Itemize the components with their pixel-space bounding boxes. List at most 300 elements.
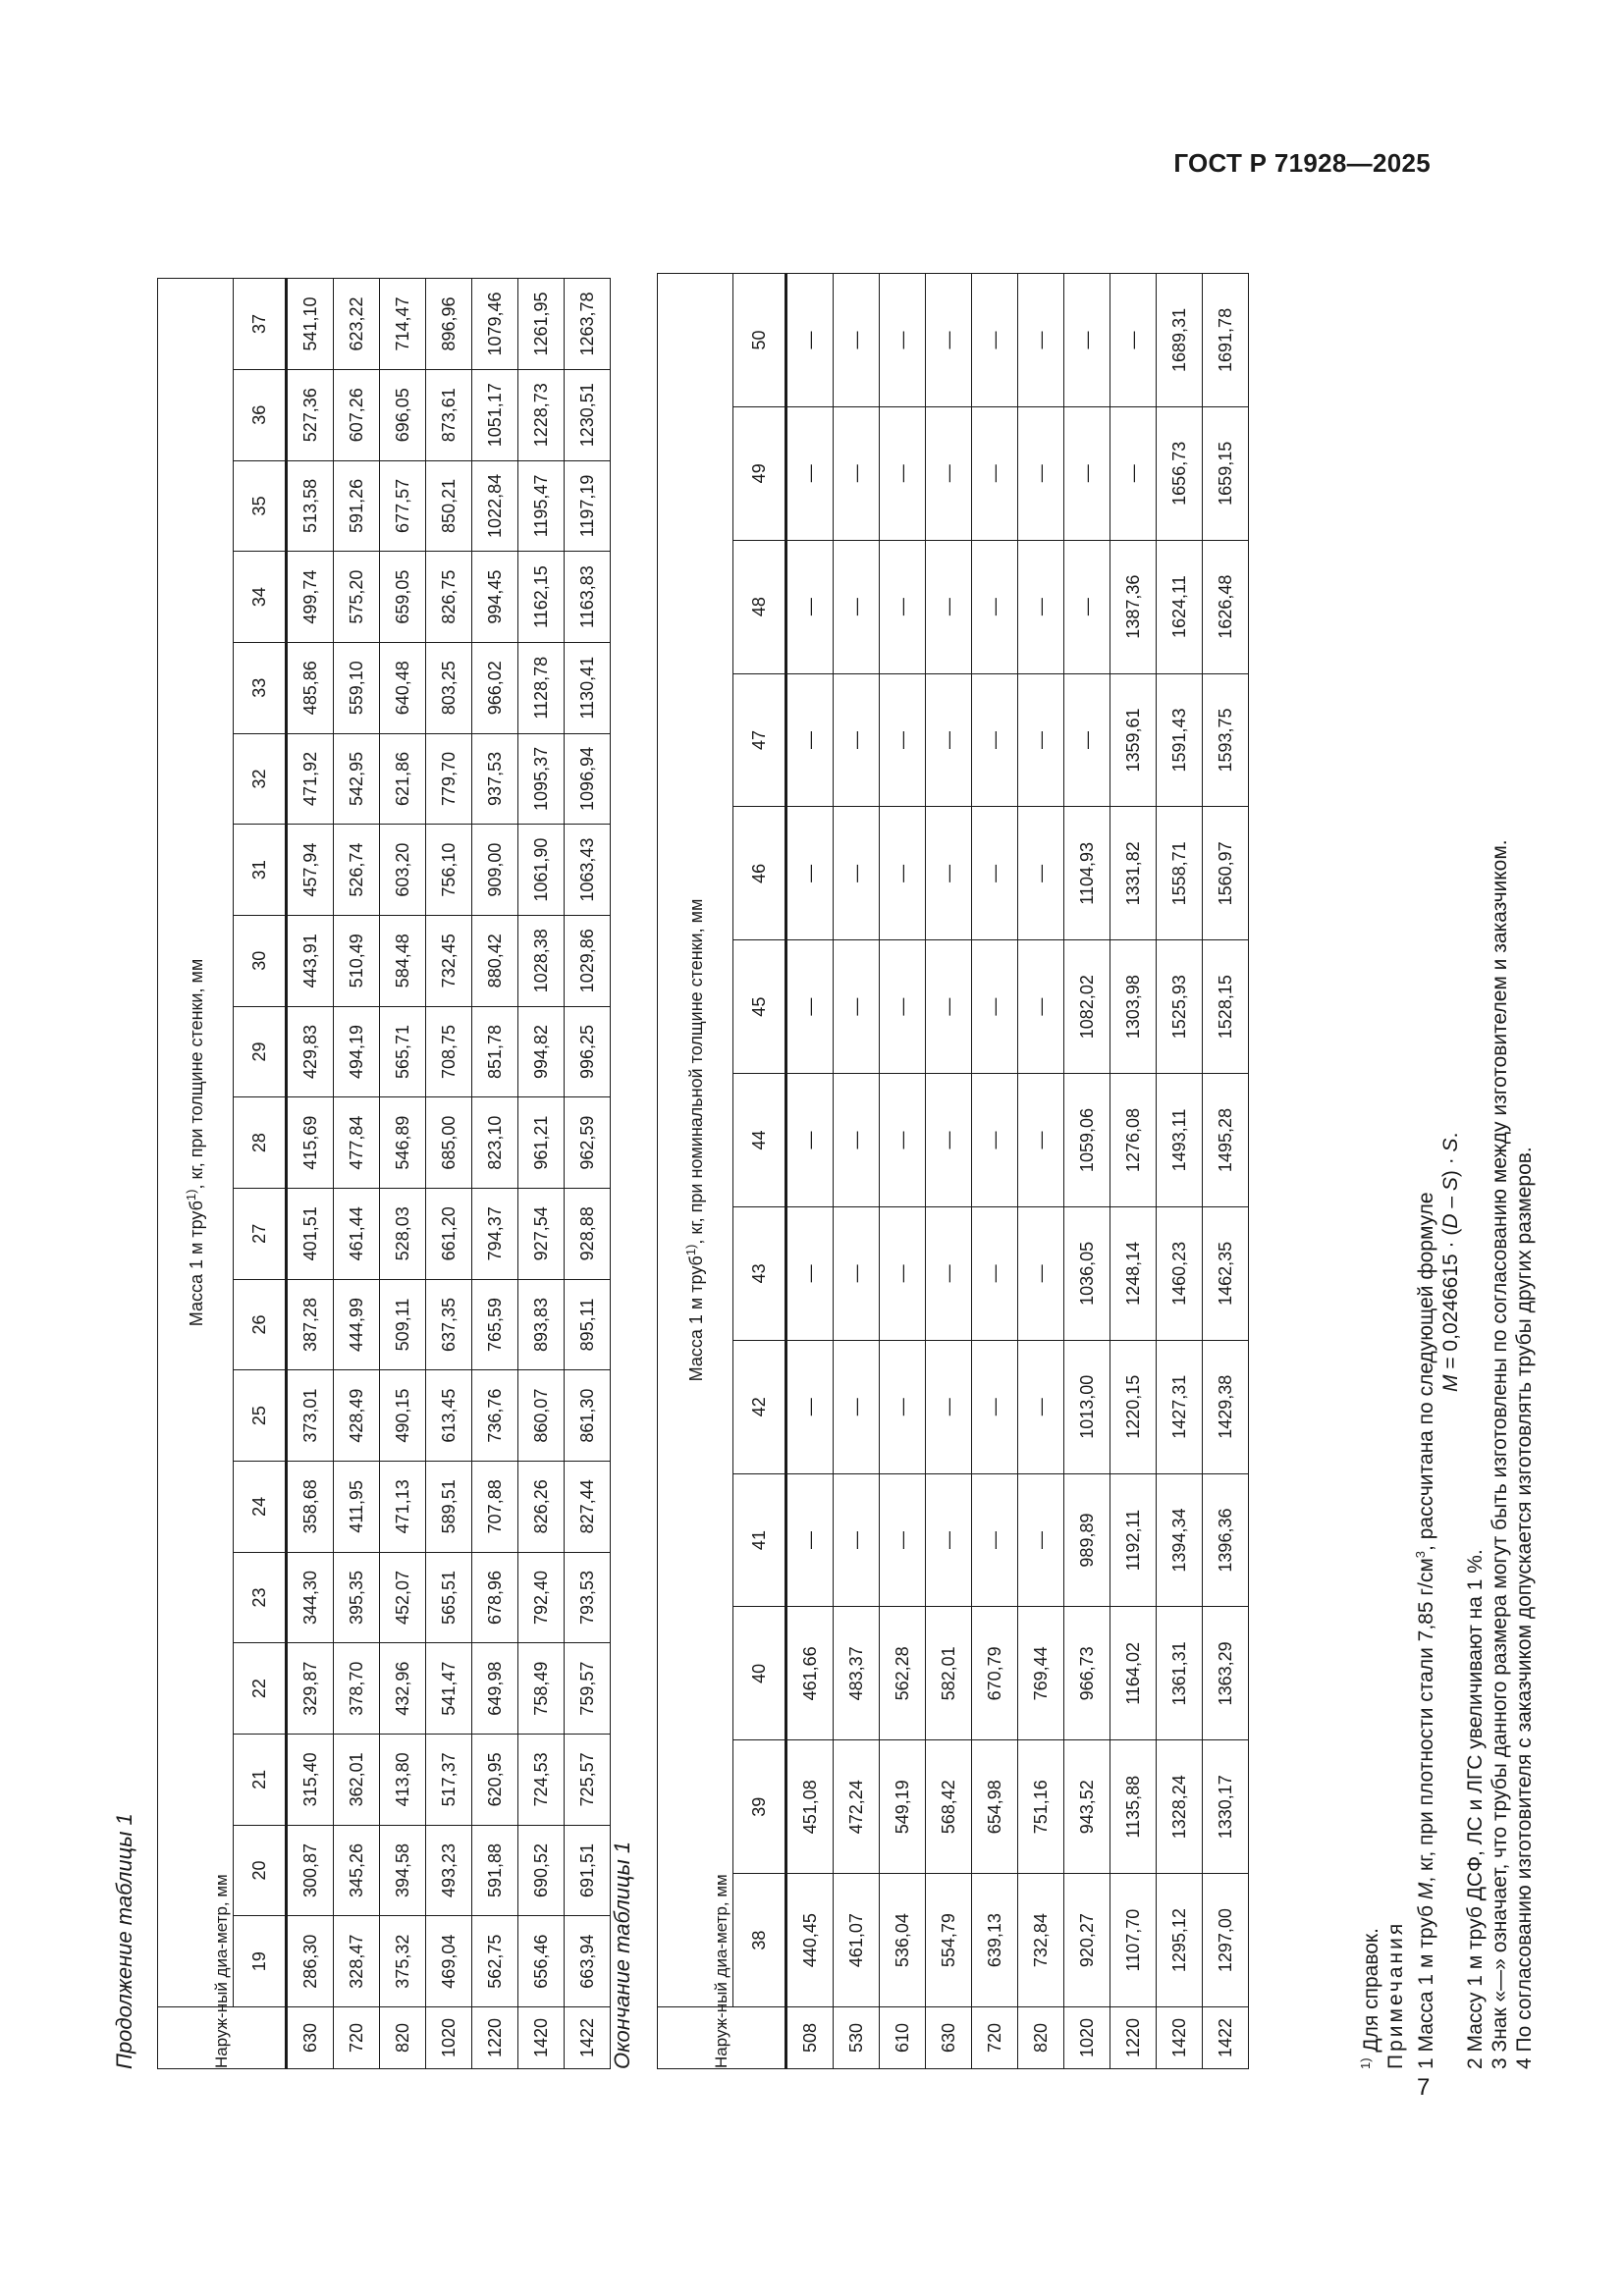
mass-cell: — [926,406,972,540]
mass-cell: — [834,807,880,940]
mass-cell: 937,53 [472,733,518,825]
thickness-header: 20 [234,1825,287,1916]
mass-cell: 461,66 [786,1607,834,1740]
thickness-header: 30 [234,915,287,1006]
mass-cell: 328,47 [334,1916,380,2007]
thickness-header: 26 [234,1279,287,1370]
mass-cell: 411,95 [334,1461,380,1552]
mass-cell: 329,87 [287,1643,334,1735]
diameter-cell: 1220 [472,2007,518,2069]
mass-cell: — [972,406,1018,540]
mass-cell: 759,57 [565,1643,611,1735]
mass-cell: — [1018,1473,1064,1607]
mass-cell: 1394,34 [1157,1473,1203,1607]
mass-cell: 513,58 [287,460,334,552]
mass-cell: — [1110,406,1157,540]
mass-cell: 1128,78 [518,642,565,733]
mass-cell: 640,48 [380,642,426,733]
mass-cell: 994,82 [518,1006,565,1097]
mass-cell: 1297,00 [1203,1874,1249,2007]
mass-cell: — [880,1340,926,1473]
mass-cell: 565,51 [426,1552,472,1643]
mass-cell: 732,84 [1018,1874,1064,2007]
mass-cell: 1276,08 [1110,1074,1157,1207]
mass-cell: 1429,38 [1203,1340,1249,1473]
thickness-header: 23 [234,1552,287,1643]
table-row [565,279,611,2069]
mass-cell: — [834,274,880,407]
mass-cell: — [834,1074,880,1207]
table-row [1018,274,1064,2069]
mass-cell: 457,94 [287,825,334,916]
mass-cell: 751,16 [1018,1740,1064,1874]
mass-cell: 568,42 [926,1740,972,1874]
mass-cell: 517,37 [426,1734,472,1825]
thickness-header: 50 [733,274,786,407]
thickness-header: 38 [733,1874,786,2007]
mass-cell: 893,83 [518,1279,565,1370]
mass-cell: 562,75 [472,1916,518,2007]
mass-cell: 1036,05 [1064,1206,1110,1340]
mass-cell: 499,74 [287,552,334,643]
diameter-cell: 1422 [565,2007,611,2069]
mass-cell: 994,45 [472,552,518,643]
mass-cell: — [926,274,972,407]
mass-cell: 826,75 [426,552,472,643]
notes-title: Примечания [1384,1920,1407,2069]
mass-cell: 1195,47 [518,460,565,552]
mass-cell: 620,95 [472,1734,518,1825]
mass-cell: — [880,540,926,673]
mass-cell: 1230,51 [565,369,611,460]
mass-cell: 1013,00 [1064,1340,1110,1473]
thickness-header: 35 [234,460,287,552]
mass-cell: 565,71 [380,1006,426,1097]
mass-cell: — [880,1473,926,1607]
mass-cell: 428,49 [334,1370,380,1462]
mass-cell: 1063,43 [565,825,611,916]
mass-cell: — [926,1473,972,1607]
mass-cell: — [834,673,880,807]
diameter-cell: 820 [380,2007,426,2069]
thickness-span-header: Масса 1 м труб$^{1)}$, кг, при толщине стенки, мм [158,279,234,2007]
mass-cell: 542,95 [334,733,380,825]
mass-cell: 591,88 [472,1825,518,1916]
mass-cell: 927,54 [518,1188,565,1279]
mass-cell: 714,47 [380,279,426,370]
mass-cell: — [926,1340,972,1473]
mass-cell: 300,87 [287,1825,334,1916]
table-row [1203,274,1249,2069]
mass-cell: 443,91 [287,915,334,1006]
mass-cell: 803,25 [426,642,472,733]
mass-cell: 1656,73 [1157,406,1203,540]
mass-cell: — [1064,274,1110,407]
mass-cell: 1462,35 [1203,1206,1249,1340]
mass-cell: — [880,406,926,540]
mass-cell: 685,00 [426,1097,472,1189]
mass-cell: 962,59 [565,1097,611,1189]
mass-cell: 395,35 [334,1552,380,1643]
footnote: $^{1)}$ Для справок. [1358,1928,1382,2069]
mass-cell: — [972,1074,1018,1207]
mass-cell: 1162,15 [518,552,565,643]
thickness-header: 40 [733,1607,786,1740]
mass-cell: 792,40 [518,1552,565,1643]
table-row [518,279,565,2069]
mass-cell: 765,59 [472,1279,518,1370]
mass-cell: — [880,1206,926,1340]
mass-cell: 779,70 [426,733,472,825]
mass-cell: 452,07 [380,1552,426,1643]
diameter-cell: 530 [834,2007,880,2069]
mass-cell: 639,13 [972,1874,1018,2007]
thickness-header: 25 [234,1370,287,1462]
mass-cell: 707,88 [472,1461,518,1552]
table-row [380,279,426,2069]
mass-cell: — [926,1074,972,1207]
mass-cell: 690,52 [518,1825,565,1916]
mass-cell: — [834,1340,880,1473]
mass-cell: 1079,46 [472,279,518,370]
mass-cell: 656,46 [518,1916,565,2007]
mass-cell: — [834,1206,880,1340]
mass-cell: 1593,75 [1203,673,1249,807]
mass-cell: 1107,70 [1110,1874,1157,2007]
mass-cell: 345,26 [334,1825,380,1916]
table1-caption: Продолжение таблицы 1 [112,1813,136,2069]
mass-cell: 591,26 [334,460,380,552]
thickness-header: 31 [234,825,287,916]
mass-cell: 440,45 [786,1874,834,2007]
mass-cell: — [926,540,972,673]
thickness-header: 22 [234,1643,287,1735]
mass-cell: 861,30 [565,1370,611,1462]
mass-cell: 1029,86 [565,915,611,1006]
mass-cell: — [786,1206,834,1340]
thickness-header: 48 [733,540,786,673]
mass-cell: 961,21 [518,1097,565,1189]
mass-cell: 483,37 [834,1607,880,1740]
mass-cell: 471,92 [287,733,334,825]
mass-cell: 769,44 [1018,1607,1064,1740]
mass-cell: 582,01 [926,1607,972,1740]
mass-cell: 860,07 [518,1370,565,1462]
thickness-header: 32 [234,733,287,825]
mass-cell: 562,28 [880,1607,926,1740]
table-row [1110,274,1157,2069]
note-2: 2 Массу 1 м труб ДСФ, ЛС и ЛГС увеличивают на 1 %. [1464,1549,1487,2069]
table-row [786,274,834,2069]
mass-cell: — [926,940,972,1074]
diameter-cell: 720 [972,2007,1018,2069]
mass-cell: 509,11 [380,1279,426,1370]
mass-cell: — [1018,1206,1064,1340]
mass-cell: — [972,1473,1018,1607]
mass-cell: 461,07 [834,1874,880,2007]
mass-cell: 575,20 [334,552,380,643]
mass-cell: — [786,807,834,940]
diameter-cell: 1020 [426,2007,472,2069]
mass-cell: 637,35 [426,1279,472,1370]
mass-cell: — [972,673,1018,807]
mass-cell: 432,96 [380,1643,426,1735]
mass-cell: 1460,23 [1157,1206,1203,1340]
diameter-cell: 630 [926,2007,972,2069]
notes-block [1353,106,1537,2069]
diameter-header: Наруж-ный диа-метр, мм [658,2007,786,2069]
mass-cell: 461,44 [334,1188,380,1279]
note-3: 3 Знак «—» означает, что трубы данного размера могут быть изготовлены по согласованию между изготовителем и заказчиком. [1489,839,1511,2069]
mass-cell: 1197,19 [565,460,611,552]
mass-cell: — [972,807,1018,940]
diameter-cell: 1420 [1157,2007,1203,2069]
note-1: 1 Масса 1 м труб M, кг, при плотности стали 7,85 $г/см^3$, рассчитана по следующей формуле [1413,1192,1437,2069]
mass-cell: 344,30 [287,1552,334,1643]
mass-cell: 559,10 [334,642,380,733]
table-row [1064,274,1110,2069]
mass-cell: — [1018,807,1064,940]
mass-cell: 541,47 [426,1643,472,1735]
thickness-header: 42 [733,1340,786,1473]
mass-cell: 621,86 [380,733,426,825]
mass-cell: 490,15 [380,1370,426,1462]
table-row [472,279,518,2069]
note-4: 4 По согласованию изготовителя с заказчиком допускается изготовлять трубы других размеров. [1513,1147,1536,2069]
table-row [880,274,926,2069]
mass-cell: 477,84 [334,1097,380,1189]
thickness-header: 44 [733,1074,786,1207]
thickness-header: 43 [733,1206,786,1340]
mass-cell: 1192,11 [1110,1473,1157,1607]
mass-cell: 1330,17 [1203,1740,1249,1874]
mass-cell: 549,19 [880,1740,926,1874]
mass-cell: 827,44 [565,1461,611,1552]
mass-cell: 1263,78 [565,279,611,370]
mass-cell: 378,70 [334,1643,380,1735]
mass-cell: 527,36 [287,369,334,460]
mass-cell: — [926,1206,972,1340]
mass-cell: 623,22 [334,279,380,370]
mass-cell: 928,88 [565,1188,611,1279]
mass-cell: 286,30 [287,1916,334,2007]
mass-cell: — [972,940,1018,1074]
thickness-header: 24 [234,1461,287,1552]
mass-cell: 387,28 [287,1279,334,1370]
mass-cell: 607,26 [334,369,380,460]
mass-cell: 677,57 [380,460,426,552]
mass-cell: 394,58 [380,1825,426,1916]
mass-cell: 358,68 [287,1461,334,1552]
mass-cell: 756,10 [426,825,472,916]
mass-cell: 444,99 [334,1279,380,1370]
mass-cell: — [1018,940,1064,1074]
mass-cell: 1396,36 [1203,1473,1249,1607]
mass-cell: 493,23 [426,1825,472,1916]
mass-cell: 989,89 [1064,1473,1110,1607]
mass-cell: 1560,97 [1203,807,1249,940]
mass-cell: 613,45 [426,1370,472,1462]
table-row [287,279,334,2069]
mass-cell: 1493,11 [1157,1074,1203,1207]
thickness-header: 36 [234,369,287,460]
mass-cell: 966,02 [472,642,518,733]
mass-cell: 1303,98 [1110,940,1157,1074]
mass-cell: 896,96 [426,279,472,370]
mass-cell: — [880,807,926,940]
mass-cell: 451,08 [786,1740,834,1874]
mass-cell: 724,53 [518,1734,565,1825]
mass-cell: 1495,28 [1203,1074,1249,1207]
footnote-text: Для справок. [1360,1928,1382,2053]
mass-cell: 429,83 [287,1006,334,1097]
page-number: 7 [1417,2074,1431,2101]
mass-cell: 375,32 [380,1916,426,2007]
mass-cell: 603,20 [380,825,426,916]
mass-cell: 541,10 [287,279,334,370]
thickness-header: 37 [234,279,287,370]
diameter-cell: 610 [880,2007,926,2069]
mass-cell: 670,79 [972,1607,1018,1740]
mass-cell: 413,80 [380,1734,426,1825]
mass-cell: 661,20 [426,1188,472,1279]
mass-cell: 1051,17 [472,369,518,460]
mass-cell: 415,69 [287,1097,334,1189]
mass-cell: 1689,31 [1157,274,1203,407]
mass-cell: 584,48 [380,915,426,1006]
rotated-page-content [106,86,1536,2069]
thickness-header: 33 [234,642,287,733]
mass-cell: 920,27 [1064,1874,1110,2007]
mass-cell: 678,96 [472,1552,518,1643]
mass-cell: — [880,940,926,1074]
mass-cell: 546,89 [380,1097,426,1189]
mass-cell: 315,40 [287,1734,334,1825]
mass-cell: — [834,540,880,673]
mass-cell: 654,98 [972,1740,1018,1874]
mass-cell: 1082,02 [1064,940,1110,1074]
mass-cell: 996,25 [565,1006,611,1097]
diameter-cell: 820 [1018,2007,1064,2069]
mass-cell: 1028,38 [518,915,565,1006]
mass-cell: — [1064,406,1110,540]
mass-table-continued [157,278,611,2069]
table-row [834,274,880,2069]
mass-cell: 794,37 [472,1188,518,1279]
mass-cell: 850,21 [426,460,472,552]
mass-cell: 943,52 [1064,1740,1110,1874]
diameter-header: Наруж-ный диа-метр, мм [158,2007,287,2069]
mass-cell: 589,51 [426,1461,472,1552]
mass-cell: — [786,274,834,407]
mass-cell: — [786,1473,834,1607]
mass-cell: — [786,940,834,1074]
mass-cell: — [1064,540,1110,673]
mass-cell: 1361,31 [1157,1607,1203,1740]
mass-cell: 1130,41 [565,642,611,733]
diameter-cell: 508 [786,2007,834,2069]
mass-cell: 494,19 [334,1006,380,1097]
mass-cell: 1626,48 [1203,540,1249,673]
mass-cell: 663,94 [565,1916,611,2007]
mass-cell: 1591,43 [1157,673,1203,807]
mass-cell: — [880,673,926,807]
mass-cell: 373,01 [287,1370,334,1462]
mass-cell: 736,76 [472,1370,518,1462]
mass-cell: — [786,1340,834,1473]
mass-cell: — [1018,274,1064,407]
thickness-header: 34 [234,552,287,643]
mass-cell: 1328,24 [1157,1740,1203,1874]
mass-cell: 1558,71 [1157,807,1203,940]
mass-cell: — [786,406,834,540]
mass-cell: — [926,673,972,807]
diameter-cell: 1020 [1064,2007,1110,2069]
mass-cell: 1363,29 [1203,1607,1249,1740]
thickness-header: 46 [733,807,786,940]
thickness-header: 39 [733,1740,786,1874]
mass-cell: 401,51 [287,1188,334,1279]
table-row [334,279,380,2069]
diameter-cell: 720 [334,2007,380,2069]
mass-cell: 659,05 [380,552,426,643]
mass-cell: 966,73 [1064,1607,1110,1740]
mass-cell: 1525,93 [1157,940,1203,1074]
mass-cell: — [1018,673,1064,807]
mass-cell: 536,04 [880,1874,926,2007]
mass-cell: — [1018,406,1064,540]
mass-cell: 1022,84 [472,460,518,552]
mass-cell: 528,03 [380,1188,426,1279]
mass-cell: 1261,95 [518,279,565,370]
mass-cell: 708,75 [426,1006,472,1097]
mass-cell: 895,11 [565,1279,611,1370]
mass-cell: 1359,61 [1110,673,1157,807]
mass-cell: — [880,1074,926,1207]
thickness-header: 28 [234,1097,287,1189]
mass-cell: 1104,93 [1064,807,1110,940]
thickness-header: 19 [234,1916,287,2007]
mass-cell: 1387,36 [1110,540,1157,673]
mass-cell: 909,00 [472,825,518,916]
mass-cell: 758,49 [518,1643,565,1735]
mass-cell: — [972,1340,1018,1473]
mass-cell: 793,53 [565,1552,611,1643]
mass-cell: — [880,274,926,407]
thickness-span-header: Масса 1 м труб$^{1)}$, кг, при номинальной толщине стенки, мм [658,274,733,2007]
mass-cell: 873,61 [426,369,472,460]
mass-cell: 362,01 [334,1734,380,1825]
mass-cell: 880,42 [472,915,518,1006]
mass-cell: 1228,73 [518,369,565,460]
mass-cell: 1528,15 [1203,940,1249,1074]
table-row [972,274,1018,2069]
mass-cell: 1096,94 [565,733,611,825]
mass-cell: — [786,673,834,807]
mass-table-final [657,273,1249,2069]
thickness-header: 29 [234,1006,287,1097]
mass-cell: 554,79 [926,1874,972,2007]
mass-cell: 472,24 [834,1740,880,1874]
mass-cell: 485,86 [287,642,334,733]
thickness-header: 27 [234,1188,287,1279]
mass-cell: 826,26 [518,1461,565,1552]
table-row [926,274,972,2069]
mass-cell: — [834,406,880,540]
thickness-header: 45 [733,940,786,1074]
mass-cell: — [786,540,834,673]
mass-cell: — [834,1473,880,1607]
